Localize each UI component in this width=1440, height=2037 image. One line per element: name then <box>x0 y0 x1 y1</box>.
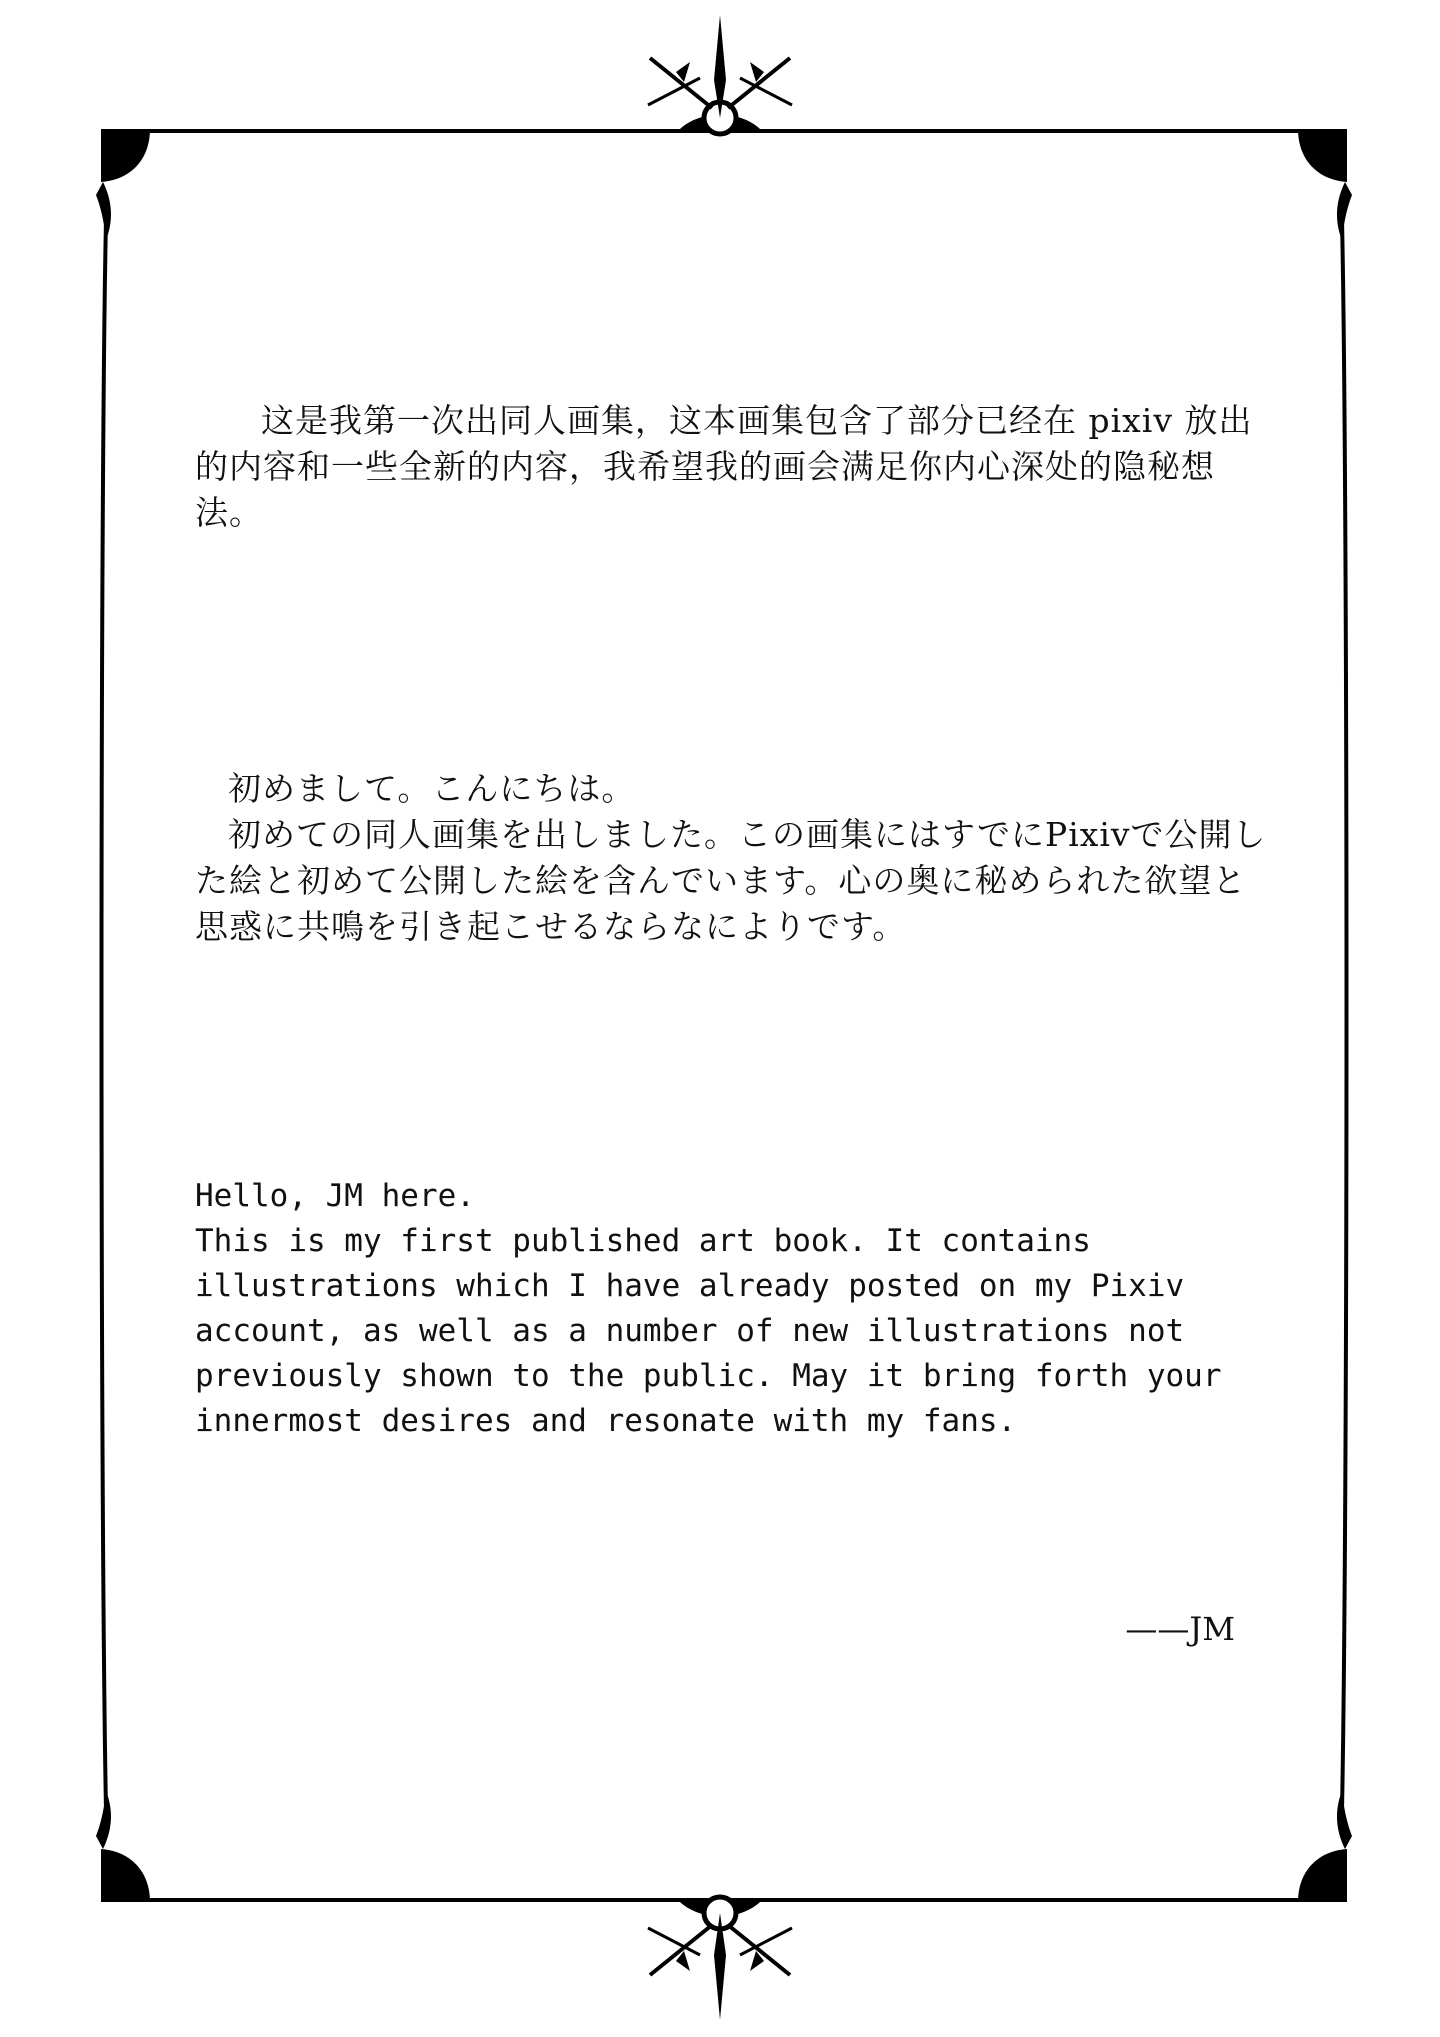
top-emblem <box>648 15 792 134</box>
japanese-message <box>195 766 1275 950</box>
corner-ornament-bottom-left <box>96 1791 150 1902</box>
bottom-emblem <box>648 1897 792 2020</box>
corner-ornament-top-left <box>96 129 150 240</box>
corner-ornament-bottom-right <box>1298 1791 1352 1902</box>
chinese-message <box>195 398 1275 536</box>
chinese-paragraph: 这是我第一次出同人画集，这本画集包含了部分已经在 pixiv 放出的内容和一些全新的内容，我希望我的画会满足你内心深处的隐秘想法。 <box>195 401 1253 532</box>
corner-ornament-top-right <box>1298 129 1352 240</box>
signature: ——JM <box>1125 1610 1235 1648</box>
english-message <box>195 1174 1275 1444</box>
english-greeting: Hello, JM here. <box>195 1178 475 1214</box>
japanese-greeting: 初めまして。こんにちは。 <box>228 769 636 808</box>
japanese-paragraph: 初めての同人画集を出しました。この画集にはすでにPixivで公開した絵と初めて公開した絵を含んでいます。心の奥に秘められた欲望と思惑に共鳴を引き起こせるならなによりです。 <box>195 815 1267 946</box>
english-paragraph: This is my first published art book. It contains illustrations which I have already posted on my Pixiv account, as well as a number of new illustrations not previously shown to the public. May it bring forth your innermost desires and resonate with my fans. <box>195 1223 1241 1439</box>
